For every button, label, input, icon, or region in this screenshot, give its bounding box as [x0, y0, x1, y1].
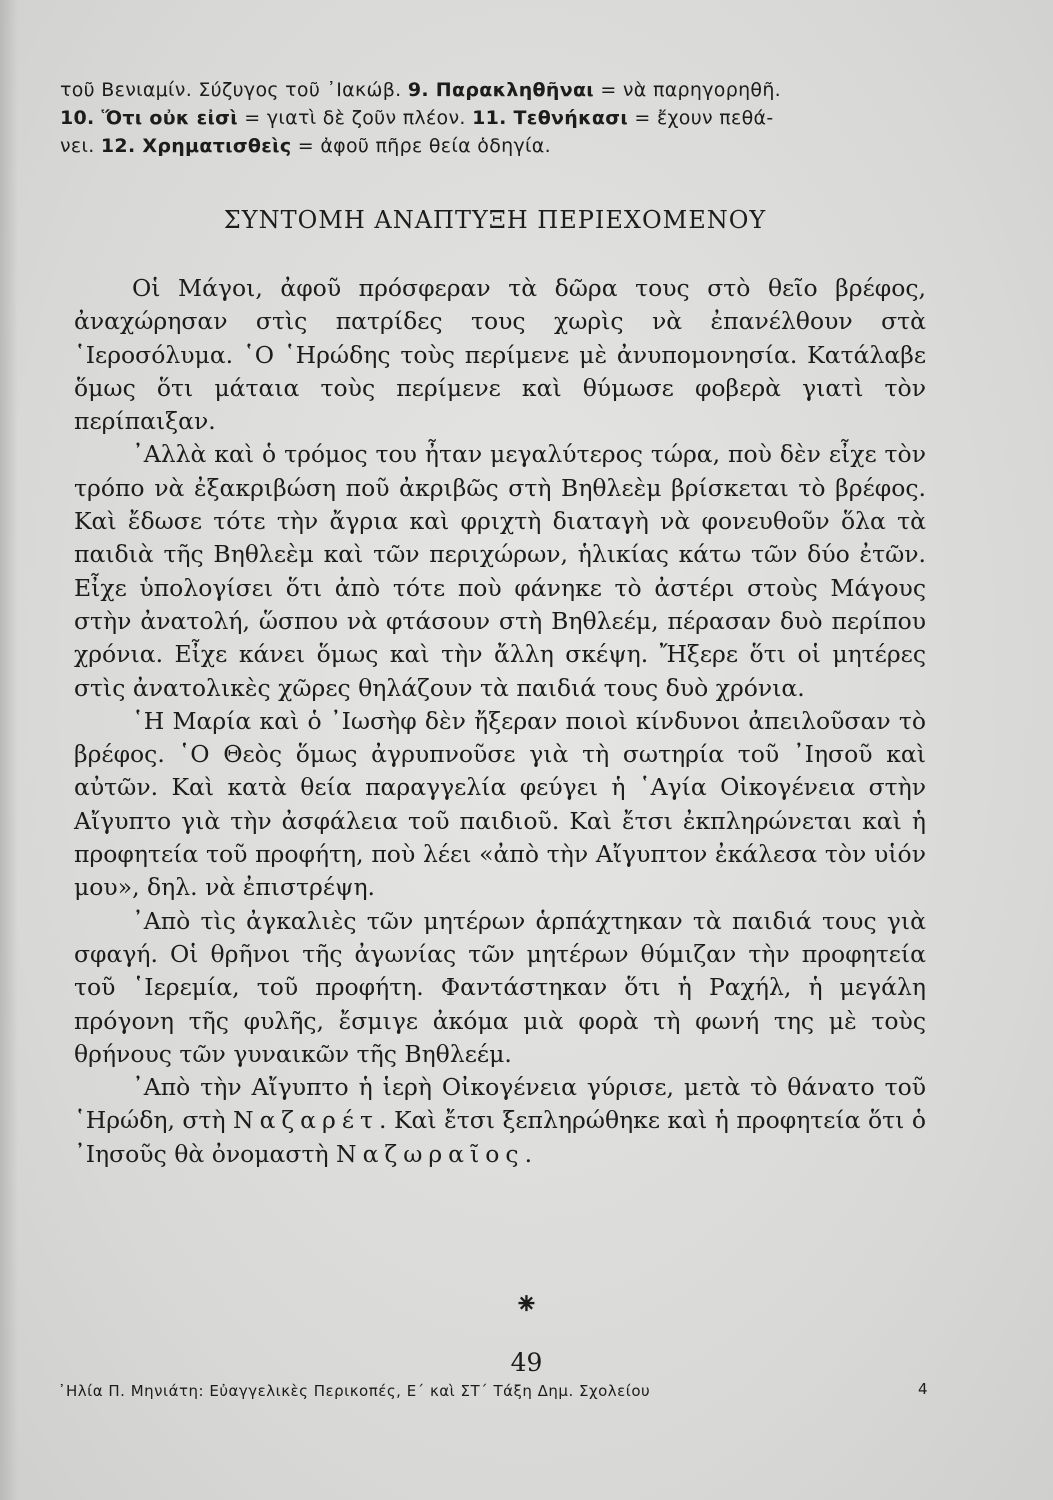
paragraph-5 [74, 1071, 926, 1171]
paragraph-text: . [524, 1139, 533, 1168]
note-text: = νὰ παρηγορηθῆ. [594, 79, 782, 101]
page-gutter-shadow [0, 0, 18, 1500]
section-heading: ΣΥΝΤΟΜΗ ΑΝΑΠΤΥΞΗ ΠΕΡΙΕΧΟΜΕΝΟΥ [223, 206, 767, 234]
note-text: = γιατὶ δὲ ζοῦν πλέον. [237, 107, 473, 129]
note-text: τοῦ Βενιαμίν. Σύζυγος τοῦ ᾿Ιακώβ. [60, 79, 408, 101]
notes-line-2 [60, 104, 930, 132]
paragraph-text: ᾿Απὸ τὴν Αἴγυπτο ἡ ἱερὴ Οἰκογένεια γύρισε, μετὰ τὸ θάνατο τοῦ ῾Ηρώδη, στὴ [74, 1073, 926, 1135]
paragraph-4: ᾿Απὸ τὶς ἀγκαλιὲς τῶν μητέρων ἁρπάχτηκαν τὰ παιδιά τους γιὰ σφαγή. Οἱ θρῆνοι τῆς ἀγωνίας τῶν μητέρων θύμιζαν τὴν προφητεία τοῦ ῾Ιερεμία, τοῦ προφήτη. Φαντάστηκαν ὅτι ἡ Ραχήλ, ἡ μεγάλη πρόγονη τῆς φυλῆς, ἔσμιγε ἀκόμα μιὰ φορὰ τὴ φωνή της μὲ τοὺς θρήνους τῶν γυναικῶν τῆς Βηθλεέμ. [74, 906, 926, 1068]
notes-line-1 [60, 76, 930, 104]
glossary-notes [60, 76, 930, 160]
note-term: 9. Παρακληθῆναι [407, 79, 594, 101]
paragraph-text: . Καὶ ἔτσι ξεπληρώθηκε καὶ ἡ προφητεία ὅτι ὁ ᾿Ιησοῦς θὰ ὀνομαστὴ [74, 1106, 926, 1168]
note-text: = ἀφοῦ πῆρε θεία ὁδηγία. [291, 135, 551, 157]
asterisk-ornament-icon: ⁕ [513, 1287, 540, 1322]
book-footer: ᾿Ηλία Π. Μηνιάτη: Εὐαγγελικὲς Περικοπές, Ε΄ καὶ ΣΤ΄ Τάξη Δημ. Σχολείου [58, 1382, 651, 1400]
page-number: 49 [510, 1348, 543, 1377]
note-term: 10. Ὅτι οὐκ εἰσὶ [60, 107, 238, 129]
spaced-word-nazoraios: Ναζωραῖος [336, 1139, 525, 1168]
note-term: 11. Τεθνήκασι [472, 107, 629, 129]
note-term: 12. Χρηματισθεὶς [100, 135, 292, 157]
note-text: = ἔχουν πεθά- [628, 107, 774, 129]
paragraph-2: ᾿Αλλὰ καὶ ὁ τρόμος του ἦταν μεγαλύτερος τώρα, ποὺ δὲν εἶχε τὸν τρόπο νὰ ἐξακριβώση ποῦ ἀκριβῶς στὴ Βηθλεὲμ βρίσκεται τὸ βρέφος. Καὶ ἔδωσε τότε τὴν ἄγρια καὶ φριχτὴ διαταγὴ νὰ φονευθοῦν ὅλα τὰ παιδιὰ τῆς Βηθλεὲμ καὶ τῶν περιχώρων, ἡλικίας κάτω τῶν δύο ἐτῶν. Εἶχε ὑπολογίσει ὅτι ἀπὸ τότε ποὺ φάνηκε τὸ ἀστέρι στοὺς Μάγους στὴν ἀνατολή, ὥσπου νὰ φτάσουν στὴ Βηθλεέμ, πέρασαν δυὸ περίπου χρόνια. Εἶχε κάνει ὅμως καὶ τὴν ἄλλη σκέψη. Ἤξερε ὅτι οἱ μητέρες στὶς ἀνατολικὲς χῶρες θηλάζουν τὰ παιδιά τους δυὸ χρόνια. [74, 440, 926, 702]
paragraph-1: Οἱ Μάγοι, ἀφοῦ πρόσφεραν τὰ δῶρα τους στὸ θεῖο βρέφος, ἀναχώρησαν στὶς πατρίδες τους χωρὶς νὰ ἐπανέλθουν στὰ ῾Ιεροσόλυμα. ῾Ο ῾Ηρώδης τοὺς περίμενε μὲ ἀνυπομονησία. Κατάλαβε ὅμως ὅτι μάταια τοὺς περίμενε καὶ θύμωσε φοβερὰ γιατὶ τὸν περίπαιξαν. [74, 274, 926, 436]
body-text [74, 272, 926, 1171]
notes-line-3 [60, 132, 930, 160]
paragraph-3: ῾Η Μαρία καὶ ὁ ᾿Ιωσὴφ δὲν ἤξεραν ποιοὶ κίνδυνοι ἀπειλοῦσαν τὸ βρέφος. ῾Ο Θεὸς ὅμως ἀγρυπνοῦσε γιὰ τὴ σωτηρία τοῦ ᾿Ιησοῦ καὶ αὐτῶν. Καὶ κατὰ θεία παραγγελία φεύγει ἡ ῾Αγία Οἰκογένεια στὴν Αἴγυπτο γιὰ τὴν ἀσφάλεια τοῦ παιδιοῦ. Καὶ ἔτσι ἐκπληρώνεται καὶ ἡ προφητεία τοῦ προφήτη, ποὺ λέει «ἀπὸ τὴν Αἴγυπτον ἐκάλεσα τὸν υἱόν μου», δηλ. νὰ ἐπιστρέψη. [74, 706, 926, 902]
note-text: νει. [60, 135, 101, 157]
sheet-number: 4 [918, 1380, 928, 1398]
spaced-word-nazareth: Ναζαρέτ [233, 1106, 380, 1135]
